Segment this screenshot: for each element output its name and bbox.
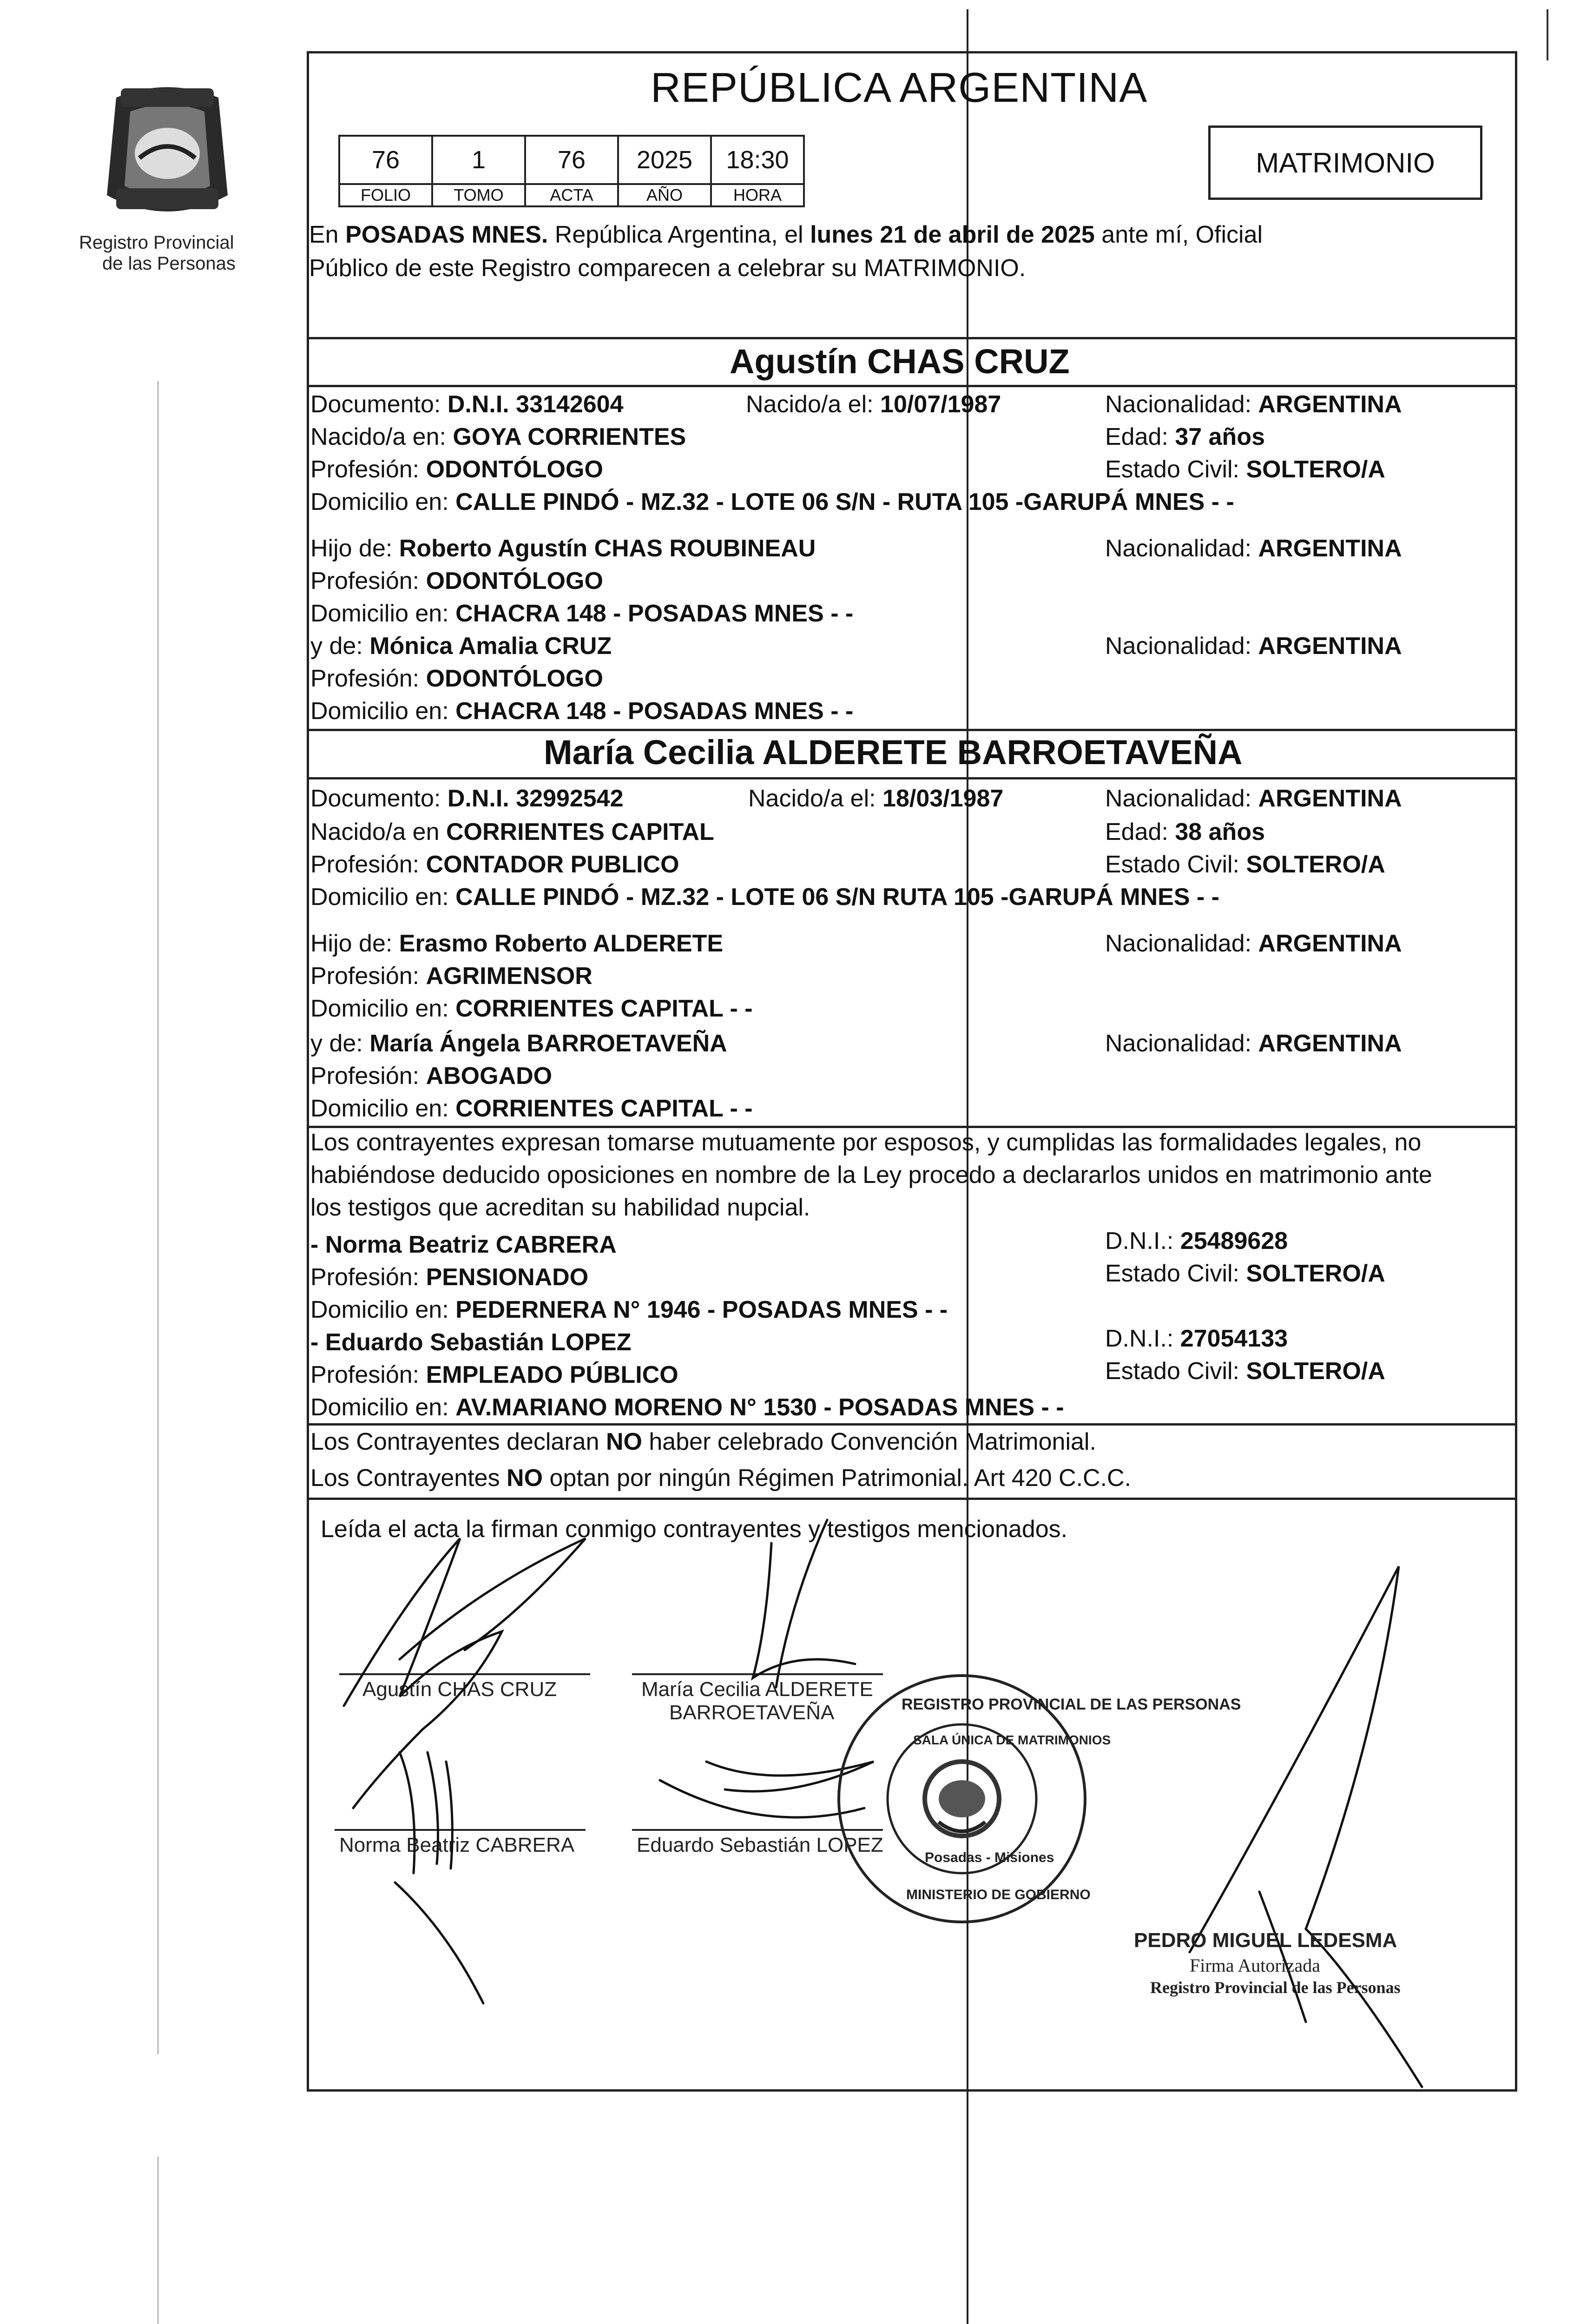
witness-1-name: - Norma Beatriz CABRERA [310,1231,617,1258]
bride-birthplace: Nacido/a en CORRIENTES CAPITAL [310,819,714,845]
tomo-caption: TOMO [432,184,525,206]
witness-1-profession: Profesión: PENSIONADO [310,1264,589,1291]
groom-signature-stroke [353,1729,423,1808]
seal-bottom-text: MINISTERIO DE GOBIERNO [906,1887,1091,1902]
divider [307,729,1515,731]
groom-nationality: Nacionalidad: ARGENTINA [1105,391,1402,418]
intro-line-1: En POSADAS MNES. República Argentina, el lunes 21 de abril de 2025 ante mí, Oficial [309,221,1263,248]
bride-signature-stroke [753,1543,855,1678]
bride-documento: Documento: D.N.I. 32992542 [310,785,624,812]
logo-caption-2: de las Personas [102,253,236,274]
page-title: REPÚBLICA ARGENTINA [651,65,1148,111]
witness-1-signature-stroke [395,1882,483,2003]
groom-birthdate: Nacido/a el: 10/07/1987 [746,391,1001,418]
bride-nationality: Nacionalidad: ARGENTINA [1105,785,1402,812]
official-office: Registro Provincial de las Personas [1150,1978,1401,1997]
hora-value: 18:30 [711,136,804,184]
witness-2-name: - Eduardo Sebastián LOPEZ [310,1329,632,1356]
groom-father-nationality: Nacionalidad: ARGENTINA [1105,535,1402,562]
bride-age: Edad: 38 años [1105,819,1265,845]
witness-1-dni: D.N.I.: 25489628 [1105,1228,1288,1254]
bride-father-nationality: Nacionalidad: ARGENTINA [1105,930,1402,957]
official-name: PEDRO MIGUEL LEDESMA [1134,1929,1397,1952]
bride-mother-nationality: Nacionalidad: ARGENTINA [1105,1030,1402,1057]
regime-line-1: Los Contrayentes declaran NO haber celebrado Convención Matrimonial. [310,1428,1096,1455]
punch-mark [157,381,159,2054]
groom-name: Agustín CHAS CRUZ [730,342,1070,381]
groom-mother-address: Domicilio en: CHACRA 148 - POSADAS MNES - - [310,698,854,725]
witness-2-profession: Profesión: EMPLEADO PÚBLICO [310,1361,678,1388]
bride-mother: y de: María Ángela BARROETAVEÑA [310,1030,727,1057]
witness-1-address: Domicilio en: PEDERNERA N° 1946 - POSADAS MNES - - [310,1296,948,1323]
groom-address: Domicilio en: CALLE PINDÓ - MZ.32 - LOTE 06 S/N - RUTA 105 -GARUPÁ MNES - - [310,489,1234,515]
bride-signature-name-1: María Cecilia ALDERETE [641,1678,873,1701]
registry-seal [832,1669,1241,1929]
bride-father-profession: Profesión: AGRIMENSOR [310,963,592,990]
groom-signature-name: Agustín CHAS CRUZ [362,1678,557,1701]
ano-value: 2025 [618,136,711,184]
record-table [338,135,805,207]
witness-1-signature-stroke [400,1752,452,1873]
intro-date: lunes 21 de abril de 2025 [810,221,1095,248]
witness-2-civil-status: Estado Civil: SOLTERO/A [1105,1358,1385,1385]
acta-value: 76 [525,136,618,184]
witness-2-address: Domicilio en: AV.MARIANO MORENO N° 1530 - POSADAS MNES - - [310,1394,1064,1421]
bride-mother-address: Domicilio en: CORRIENTES CAPITAL - - [310,1095,753,1122]
groom-signature-stroke [344,1538,502,1729]
bride-mother-profession: Profesión: ABOGADO [310,1063,553,1089]
record-type-box: MATRIMONIO [1208,125,1482,200]
scan-mark [1547,9,1548,60]
folio-caption: FOLIO [339,184,432,206]
witness-2-dni: D.N.I.: 27054133 [1105,1325,1288,1352]
groom-mother: y de: Mónica Amalia CRUZ [310,633,612,660]
divider [307,1498,1515,1500]
groom-signature-stroke [400,1538,586,1659]
witness-1-civil-status: Estado Civil: SOLTERO/A [1105,1260,1385,1287]
punch-mark [157,2157,159,2324]
regime-line-2: Los Contrayentes NO optan por ningún Régimen Patrimonial. Art 420 C.C.C. [310,1465,1132,1492]
groom-civil-status: Estado Civil: SOLTERO/A [1105,456,1385,483]
bride-profession: Profesión: CONTADOR PUBLICO [310,851,679,878]
groom-father: Hijo de: Roberto Agustín CHAS ROUBINEAU [310,535,816,562]
intro-line-2: Público de este Registro comparecen a celebrar su MATRIMONIO. [309,255,1026,282]
groom-age: Edad: 37 años [1105,423,1265,450]
divider [307,777,1515,779]
tomo-value: 1 [432,136,525,184]
ano-caption: AÑO [618,184,711,206]
declaration-line-3: los testigos que acreditan su habilidad nupcial. [310,1194,810,1221]
groom-father-address: Domicilio en: CHACRA 148 - POSADAS MNES - - [310,600,854,627]
witness-1-signature-name: Norma Beatriz CABRERA [339,1834,575,1856]
groom-father-profession: Profesión: ODONTÓLOGO [310,568,603,594]
acta-caption: ACTA [525,184,618,206]
intro-city: POSADAS MNES. [345,221,548,248]
bride-signature-name-2: BARROETAVEÑA [669,1701,835,1724]
divider [307,385,1515,387]
groom-documento: Documento: D.N.I. 33142604 [310,391,624,418]
closing-statement: Leída el acta la firman conmigo contrayentes y testigos mencionados. [321,1516,1068,1543]
bride-father: Hijo de: Erasmo Roberto ALDERETE [310,930,724,957]
groom-profession: Profesión: ODONTÓLOGO [310,456,603,483]
divider [307,1126,1515,1128]
declaration-line-1: Los contrayentes expresan tomarse mutuamente por esposos, y cumplidas las formalidades legales, no [310,1129,1422,1156]
bride-birthdate: Nacido/a el: 18/03/1987 [748,785,1004,812]
groom-mother-nationality: Nacionalidad: ARGENTINA [1105,633,1402,660]
folio-value: 76 [339,136,432,184]
seal-outer-text: REGISTRO PROVINCIAL DE LAS PERSONAS [902,1696,1241,1713]
official-signature-stroke [1190,1566,1422,2087]
bride-address: Domicilio en: CALLE PINDÓ - MZ.32 - LOTE 06 S/N RUTA 105 -GARUPÁ MNES - - [310,884,1220,911]
province-logo [79,79,246,274]
bride-name: María Cecilia ALDERETE BARROETAVEÑA [544,733,1243,772]
official-role: Firma Autorizada [1190,1955,1321,1976]
logo-caption-1: Registro Provincial [79,232,234,253]
seal-inner-text: SALA ÚNICA DE MATRIMONIOS [913,1733,1111,1747]
witness-2-signature-name: Eduardo Sebastián LOPEZ [637,1834,883,1856]
bride-civil-status: Estado Civil: SOLTERO/A [1105,851,1385,878]
divider [307,1423,1515,1426]
bride-signature-stroke [776,1520,827,1687]
groom-birthplace: Nacido/a en: GOYA CORRIENTES [310,423,686,450]
hora-caption: HORA [711,184,804,206]
seal-city: Posadas - Misiones [925,1850,1054,1865]
groom-mother-profession: Profesión: ODONTÓLOGO [310,665,603,692]
declaration-line-2: habiéndose deducido oposiciones en nombre de la Ley procedo a declararlos unidos en matrimonio ante [310,1162,1432,1188]
divider [307,337,1515,339]
bride-father-address: Domicilio en: CORRIENTES CAPITAL - - [310,995,753,1022]
